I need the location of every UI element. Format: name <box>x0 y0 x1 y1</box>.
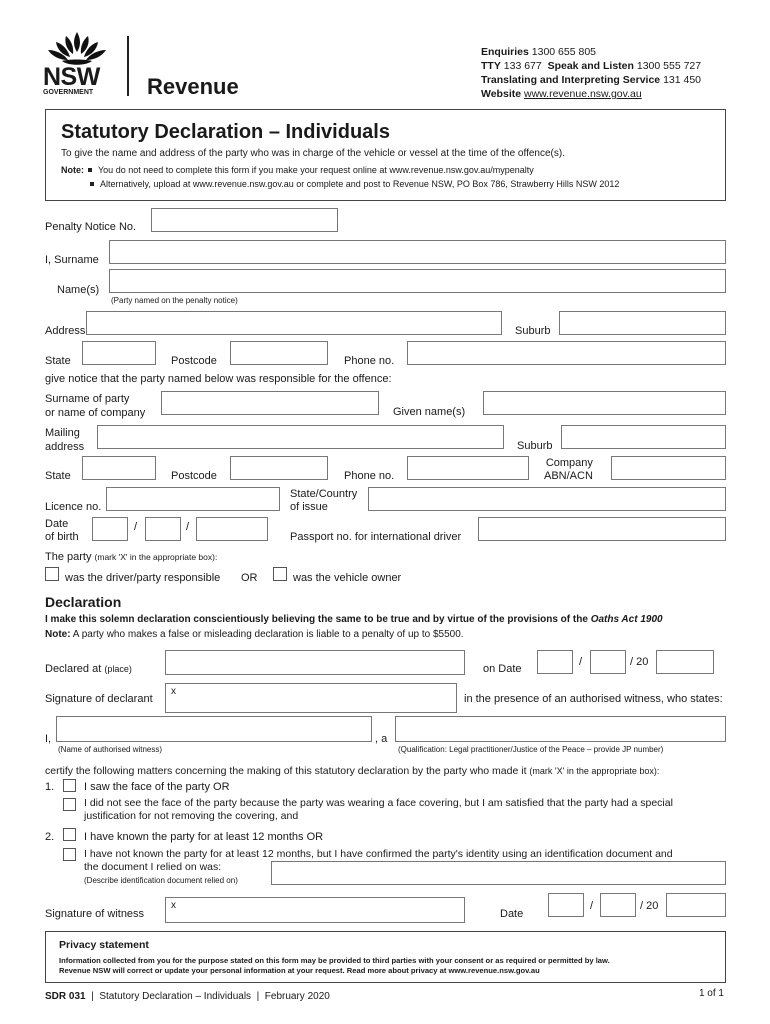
a-label: , a <box>375 733 388 745</box>
certify-text: certify the following matters concerning the making of this statutory declaration by the party who made it (mark 'X' in the appropriate box): <box>45 765 660 777</box>
dob-year-field[interactable] <box>196 517 268 541</box>
signature-field[interactable] <box>165 683 457 713</box>
passport-label: Passport no. for international driver <box>290 531 462 543</box>
witness-signature-x: x <box>171 900 176 911</box>
title-box <box>45 109 726 201</box>
owner-checkbox[interactable] <box>273 567 287 581</box>
dob-slash-1: / <box>134 521 138 533</box>
witness-slash: / <box>590 900 594 912</box>
passport-field[interactable] <box>478 517 726 541</box>
declared-slash: / <box>579 656 583 668</box>
names-field[interactable] <box>109 269 726 293</box>
suburb-field[interactable] <box>559 311 726 335</box>
mailing-address-field[interactable] <box>97 425 504 449</box>
privacy-text: Information collected from you for the purpose stated on this form may be provided to third parties with your consent or as required or permitted by law. Revenue NSW will correct or update your personal information at your request. Read more about privacy at www.revenue.nsw.gov.au <box>59 956 610 975</box>
mailing-phone-field[interactable] <box>407 456 529 480</box>
footer: SDR 031 | Statutory Declaration – Individuals | February 2020 <box>45 991 330 1002</box>
given-names-field[interactable] <box>483 391 726 415</box>
nsw-logo <box>42 30 112 98</box>
brand-name: Revenue <box>147 74 239 99</box>
state-field[interactable] <box>82 341 156 365</box>
privacy-box <box>45 931 726 983</box>
declaration-note: Note: A party who makes a false or misleading declaration is liable to a penalty of up to $5500. <box>45 629 464 640</box>
mailing-address-label: Mailing address <box>45 427 85 453</box>
phone-field[interactable] <box>407 341 726 365</box>
dob-day-field[interactable] <box>92 517 128 541</box>
owner-option-label: was the vehicle owner <box>293 572 402 584</box>
declared-month-field[interactable] <box>590 650 626 674</box>
declared-year-field[interactable] <box>656 650 714 674</box>
surname-company-label: Surname of party or name of company <box>45 393 146 419</box>
mailing-postcode-field[interactable] <box>230 456 328 480</box>
declaration-heading: Declaration <box>45 594 122 610</box>
witness-date-label: Date <box>500 908 524 920</box>
party-label: The party (mark 'X' in the appropriate box): <box>45 551 218 563</box>
signature-x: x <box>171 686 176 697</box>
witness-year-field[interactable] <box>666 893 726 917</box>
address-label: Address <box>45 325 86 337</box>
known-12-months-checkbox[interactable] <box>63 828 76 841</box>
on-date-label: on Date <box>483 663 522 675</box>
witness-month-field[interactable] <box>600 893 636 917</box>
did-not-see-face-checkbox[interactable] <box>63 798 76 811</box>
mailing-postcode-label: Postcode <box>171 470 217 482</box>
dob-month-field[interactable] <box>145 517 181 541</box>
did-not-see-face-label: I did not see the face of the party because the party was wearing a face covering, but I am satisfied that the party had a special justification for not removing the covering, and <box>84 797 673 822</box>
notes: Note: You do not need to complete this form if you make your request online at www.revenue.nsw.gov.au/mypenalty Alternatively, upload at www.revenue.nsw.gov.au or complete and post to Revenue NSW, PO Box 786, Strawberry Hills NSW 2012 <box>61 165 620 189</box>
declared-year-prefix: / 20 <box>630 656 649 668</box>
qualification-field[interactable] <box>395 716 726 742</box>
logo-text: NSW <box>43 63 100 91</box>
i-label: I, <box>45 733 52 745</box>
give-notice-text: give notice that the party named below was responsible for the offence: <box>45 373 392 385</box>
item-2-number: 2. <box>45 831 55 843</box>
not-known-label: I have not known the party for at least 12 months, but I have confirmed the party's identity using an identification document and the document I relied on was: <box>84 848 673 873</box>
id-document-field[interactable] <box>271 861 726 885</box>
names-label: Name(s) <box>57 284 100 296</box>
licence-label: Licence no. <box>45 501 102 513</box>
logo-divider <box>127 36 129 96</box>
mailing-state-label: State <box>45 470 71 482</box>
item-1-number: 1. <box>45 781 55 793</box>
company-abn-field[interactable] <box>611 456 726 480</box>
postcode-label: Postcode <box>171 355 217 367</box>
privacy-heading: Privacy statement <box>59 939 149 951</box>
surname-company-field[interactable] <box>161 391 379 415</box>
mailing-state-field[interactable] <box>82 456 156 480</box>
known-12-months-label: I have known the party for at least 12 months OR <box>84 831 324 843</box>
witness-signature-field[interactable] <box>165 897 465 923</box>
state-label: State <box>45 355 71 367</box>
logo-sub: GOVERNMENT <box>43 89 94 96</box>
penalty-notice-field[interactable] <box>151 208 338 232</box>
company-abn-label: Company ABN/ACN <box>544 457 593 482</box>
declaration-statement: I make this solemn declaration conscientiously believing the same to be true and by virtue of the provisions of the Oaths Act 1900 <box>45 614 663 625</box>
dob-label: Date of birth <box>45 518 79 543</box>
licence-field[interactable] <box>106 487 280 511</box>
id-document-hint: (Describe identification document relied on) <box>84 876 238 885</box>
postcode-field[interactable] <box>230 341 328 365</box>
names-hint: (Party named on the penalty notice) <box>111 296 238 305</box>
or-label: OR <box>241 572 258 584</box>
saw-face-checkbox[interactable] <box>63 779 76 792</box>
phone-label: Phone no. <box>344 355 395 367</box>
declared-at-field[interactable] <box>165 650 465 675</box>
signature-label: Signature of declarant <box>45 693 153 705</box>
not-known-checkbox[interactable] <box>63 848 76 861</box>
declared-day-field[interactable] <box>537 650 573 674</box>
witness-signature-label: Signature of witness <box>45 908 145 920</box>
website-link[interactable]: www.revenue.nsw.gov.au <box>524 88 642 100</box>
witness-year-prefix: / 20 <box>640 900 659 912</box>
surname-field[interactable] <box>109 240 726 264</box>
witness-hint: (Name of authorised witness) <box>58 745 163 754</box>
mailing-suburb-label: Suburb <box>517 440 553 452</box>
presence-text: in the presence of an authorised witness, who states: <box>464 693 723 705</box>
surname-label: I, Surname <box>45 254 99 266</box>
witness-name-field[interactable] <box>56 716 372 742</box>
given-names-label: Given name(s) <box>393 406 466 418</box>
page-title: Statutory Declaration – Individuals <box>61 121 390 143</box>
suburb-label: Suburb <box>515 325 551 337</box>
penalty-notice-label: Penalty Notice No. <box>45 221 137 233</box>
dob-slash-2: / <box>186 521 190 533</box>
address-field[interactable] <box>86 311 502 335</box>
driver-checkbox[interactable] <box>45 567 59 581</box>
state-country-label: State/Country of issue <box>290 488 358 513</box>
declared-at-label: Declared at (place) <box>45 663 132 675</box>
contact-block: Enquiries 1300 655 805 TTY 133 677 Speak and Listen 1300 555 727 Translating and Interpreting Service 131 450 Website www.revenue.nsw.gov.au <box>481 46 702 100</box>
witness-day-field[interactable] <box>548 893 584 917</box>
saw-face-label: I saw the face of the party OR <box>84 781 230 793</box>
page-number: 1 of 1 <box>698 988 724 999</box>
driver-option-label: was the driver/party responsible <box>65 572 221 584</box>
mailing-phone-label: Phone no. <box>344 470 395 482</box>
state-country-field[interactable] <box>368 487 726 511</box>
qualification-hint: (Qualification: Legal practitioner/Justice of the Peace – provide JP number) <box>398 745 664 754</box>
page-subtitle: To give the name and address of the party who was in charge of the vehicle or vessel at the time of the offence(s). <box>61 148 565 159</box>
mailing-suburb-field[interactable] <box>561 425 726 449</box>
